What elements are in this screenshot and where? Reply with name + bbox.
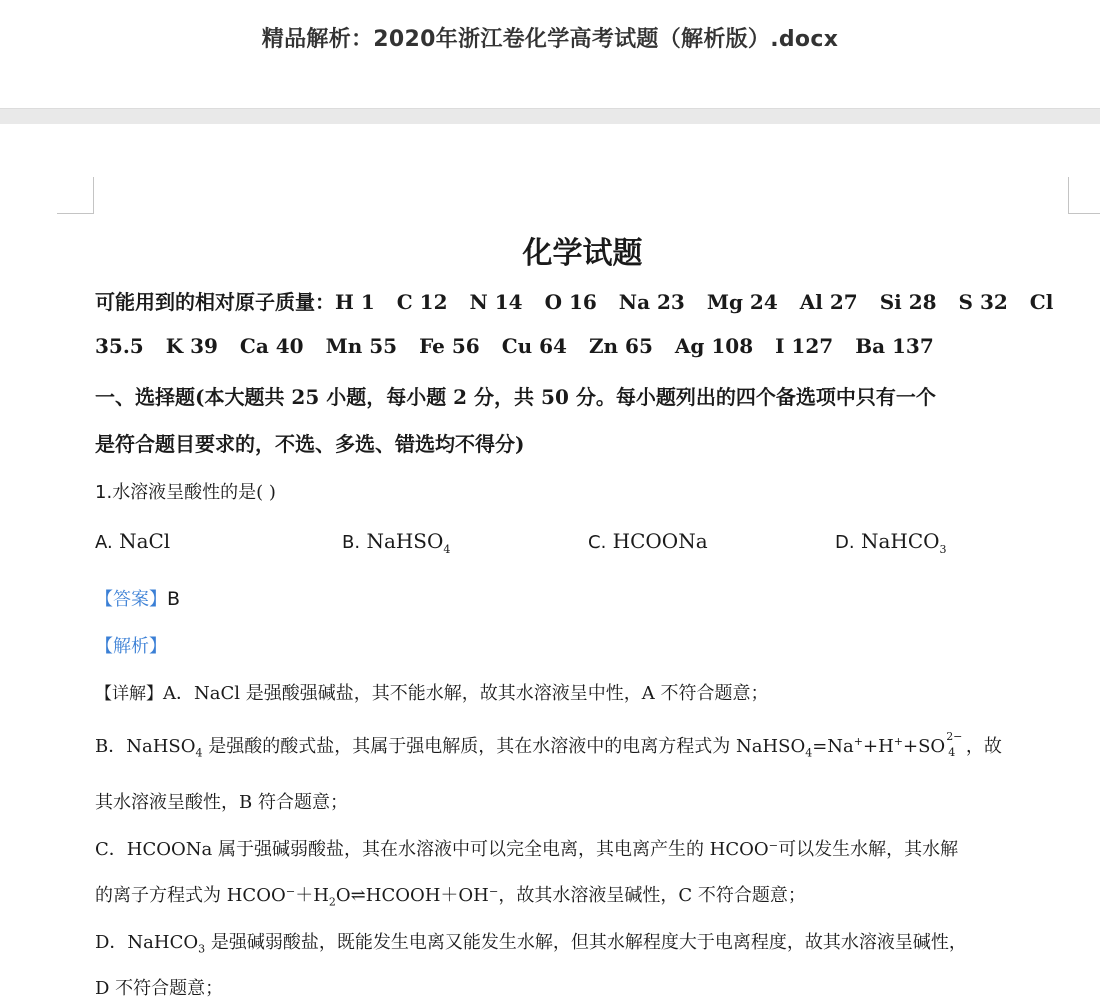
detail-a-line: [95, 679, 768, 705]
detail-b-line-1: [95, 732, 1002, 760]
detail-b-line-2: 其水溶液呈酸性，B 符合题意；: [95, 792, 348, 813]
detail-c-line-1: C．HCOONa 属于强碱弱酸盐，其在水溶液中可以完全电离，其电离产生的 HCOO⁻可以发生水解，其水解: [95, 839, 959, 860]
atomic-mass-item: C 12: [396, 290, 448, 314]
superscript: +: [893, 735, 904, 748]
detail-c-line-2: [95, 881, 806, 909]
option-c: [588, 529, 708, 553]
detail-text: ，故: [960, 736, 1002, 757]
detail-text: 是强酸的酸式盐，其属于强电解质，其在水溶液中的电离方程式为 NaHSO: [202, 736, 806, 757]
margin-corner-right-mark: [1068, 177, 1100, 214]
detail-text: A．NaCl 是强酸强碱盐，其不能水解，故其水溶液呈中性，A 不符合题意；: [163, 683, 769, 704]
atomic-mass-item: Ag 108: [674, 334, 754, 358]
option-b: [342, 529, 450, 556]
atomic-mass-item: Ba 137: [855, 334, 934, 358]
question-text: 水溶液呈酸性的是( ): [112, 482, 276, 503]
option-a: [95, 529, 170, 553]
atomic-mass-item: Mn 55: [325, 334, 398, 358]
option-letter: D.: [835, 532, 855, 553]
subscript: 2: [328, 895, 336, 909]
option-formula: NaHSO: [366, 529, 444, 553]
atomic-mass-item: Mg 24: [706, 290, 778, 314]
answer-label: 【答案】: [95, 589, 167, 610]
option-letter: B.: [342, 532, 361, 553]
title-bar: [0, 0, 1100, 108]
detail-text: O⇌HCOOH＋OH⁻，故其水溶液呈碱性，C 不符合题意；: [335, 885, 806, 906]
option-formula: HCOONa: [612, 529, 708, 553]
subscript: 3: [939, 543, 947, 556]
page-divider: [0, 108, 1100, 124]
answer-line: [95, 585, 180, 611]
document-page: [0, 124, 1100, 999]
subscript: 4: [195, 746, 203, 760]
detail-d-line-1: [95, 928, 967, 956]
detail-d-line-2: D 不符合题意；: [95, 978, 224, 999]
subscript: 4: [443, 543, 451, 556]
question-number: 1.: [95, 482, 113, 503]
atomic-mass-item: Ca 40: [239, 334, 304, 358]
option-formula: NaHCO: [860, 529, 940, 553]
detail-label: 【详解】: [95, 684, 163, 704]
atomic-mass-item: Al 27: [799, 290, 858, 314]
subscript: 4: [805, 746, 813, 760]
atomic-mass-line-2: [95, 334, 956, 358]
atomic-mass-label: 可能用到的相对原子质量：: [95, 290, 335, 314]
detail-text: +SO: [903, 736, 946, 757]
atomic-mass-item: I 127: [775, 334, 834, 358]
subscript: 3: [198, 942, 206, 956]
section-heading-line-1: 一、选择题(本大题共 25 小题，每小题 2 分，共 50 分。每小题列出的四个备选项中只有一个: [95, 385, 936, 409]
margin-corner-left-mark: [57, 177, 94, 214]
option-formula: NaCl: [119, 529, 171, 553]
option-letter: A.: [95, 532, 113, 553]
atomic-mass-item: Na 23: [618, 290, 685, 314]
atomic-mass-item: N 14: [469, 290, 523, 314]
atomic-mass-item: Fe 56: [419, 334, 480, 358]
detail-text: +H: [863, 736, 894, 757]
sulfate-ion-charge: [946, 730, 963, 760]
answer-value: B: [167, 588, 181, 610]
superscript: +: [853, 735, 864, 748]
atomic-mass-item: Cl: [1029, 290, 1054, 314]
detail-text: =Na: [812, 736, 854, 757]
question-1: [95, 478, 276, 504]
detail-text: 是强碱弱酸盐，既能发生电离又能发生水解，但其水解程度大于电离程度，故其水溶液呈碱性，: [205, 932, 967, 953]
option-d: [835, 529, 947, 556]
analysis-label: 【解析】: [95, 636, 167, 657]
atomic-mass-item: H 1: [335, 290, 375, 314]
section-heading-line-2: 是符合题目要求的，不选、多选、错选均不得分): [95, 432, 525, 456]
atomic-mass-item: K 39: [165, 334, 218, 358]
detail-text: D．NaHCO: [95, 932, 199, 953]
option-letter: C.: [588, 532, 607, 553]
atomic-mass-item: O 16: [544, 290, 597, 314]
atomic-mass-item: Si 28: [879, 290, 937, 314]
detail-text: B．NaHSO: [95, 736, 196, 757]
superscript: 2−: [946, 730, 963, 743]
document-title: 化学试题: [522, 236, 643, 271]
analysis-line: [95, 632, 167, 658]
atomic-mass-item: Cu 64: [501, 334, 567, 358]
atomic-mass-item: Zn 65: [588, 334, 653, 358]
subscript: 4: [948, 746, 956, 759]
detail-text: 的离子方程式为 HCOO⁻＋H: [95, 885, 329, 906]
atomic-mass-item: S 32: [958, 290, 1008, 314]
atomic-mass-item: 35.5: [95, 334, 144, 358]
atomic-mass-line-1: [95, 286, 1053, 315]
document-filename: 精品解析：2020年浙江卷化学高考试题（解析版）.docx: [261, 27, 839, 52]
